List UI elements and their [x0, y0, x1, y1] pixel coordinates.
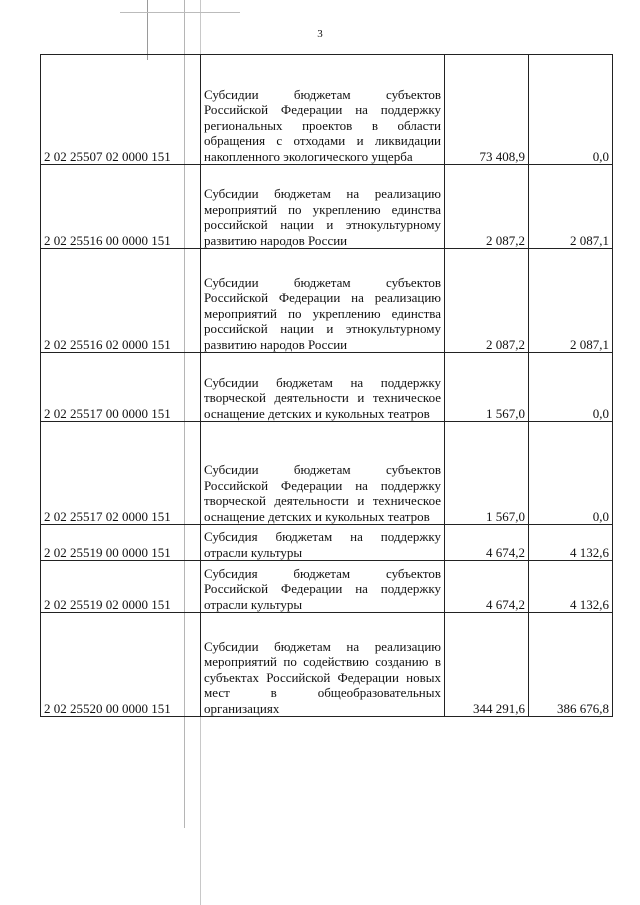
- table-row: [41, 422, 613, 525]
- budget-item-name: Субсидии бюджетам на реализацию мероприятий по укреплению единства российской нации и этнокультурному развитию народов России: [201, 165, 445, 249]
- value-column-2: 0,0: [529, 422, 613, 525]
- budget-code: 2 02 25520 00 0000 151: [41, 613, 201, 717]
- value-column-1: 4 674,2: [445, 561, 529, 613]
- budget-code: 2 02 25519 02 0000 151: [41, 561, 201, 613]
- budget-table: [40, 54, 613, 717]
- budget-code: 2 02 25517 02 0000 151: [41, 422, 201, 525]
- budget-code: 2 02 25517 00 0000 151: [41, 353, 201, 422]
- scan-artifact-line: [120, 12, 240, 13]
- value-column-2: 386 676,8: [529, 613, 613, 717]
- table-row: [41, 249, 613, 353]
- value-column-2: 0,0: [529, 353, 613, 422]
- value-column-1: 73 408,9: [445, 55, 529, 165]
- table-row: [41, 613, 613, 717]
- budget-code: 2 02 25516 02 0000 151: [41, 249, 201, 353]
- budget-item-name: Субсидии бюджетам субъектов Российской Федерации на поддержку региональных проектов в области обращения с отходами и ликвидации накопленного экологического ущерба: [201, 55, 445, 165]
- budget-item-name: Субсидия бюджетам на поддержку отрасли культуры: [201, 525, 445, 561]
- budget-item-name: Субсидия бюджетам субъектов Российской Федерации на поддержку отрасли культуры: [201, 561, 445, 613]
- value-column-1: 4 674,2: [445, 525, 529, 561]
- value-column-2: 0,0: [529, 55, 613, 165]
- budget-item-name: Субсидии бюджетам субъектов Российской Федерации на поддержку творческой деятельности и техническое оснащение детских и кукольных театров: [201, 422, 445, 525]
- budget-item-name: Субсидии бюджетам субъектов Российской Федерации на реализацию мероприятий по укреплению единства российской нации и этнокультурному развитию народов России: [201, 249, 445, 353]
- table-row: [41, 561, 613, 613]
- budget-item-name: Субсидии бюджетам на реализацию мероприятий по содействию созданию в субъектах Российской Федерации новых мест в общеобразовательных организациях: [201, 613, 445, 717]
- value-column-2: 4 132,6: [529, 561, 613, 613]
- value-column-1: 2 087,2: [445, 249, 529, 353]
- value-column-1: 344 291,6: [445, 613, 529, 717]
- table-row: [41, 353, 613, 422]
- table-row: [41, 165, 613, 249]
- budget-code: 2 02 25507 02 0000 151: [41, 55, 201, 165]
- value-column-2: 4 132,6: [529, 525, 613, 561]
- value-column-2: 2 087,1: [529, 165, 613, 249]
- value-column-1: 1 567,0: [445, 422, 529, 525]
- budget-item-name: Субсидии бюджетам на поддержку творческой деятельности и техническое оснащение детских и кукольных театров: [201, 353, 445, 422]
- table-row: [41, 525, 613, 561]
- budget-code: 2 02 25519 00 0000 151: [41, 525, 201, 561]
- value-column-1: 1 567,0: [445, 353, 529, 422]
- table-row: [41, 55, 613, 165]
- value-column-2: 2 087,1: [529, 249, 613, 353]
- value-column-1: 2 087,2: [445, 165, 529, 249]
- page-number: 3: [317, 28, 323, 40]
- budget-code: 2 02 25516 00 0000 151: [41, 165, 201, 249]
